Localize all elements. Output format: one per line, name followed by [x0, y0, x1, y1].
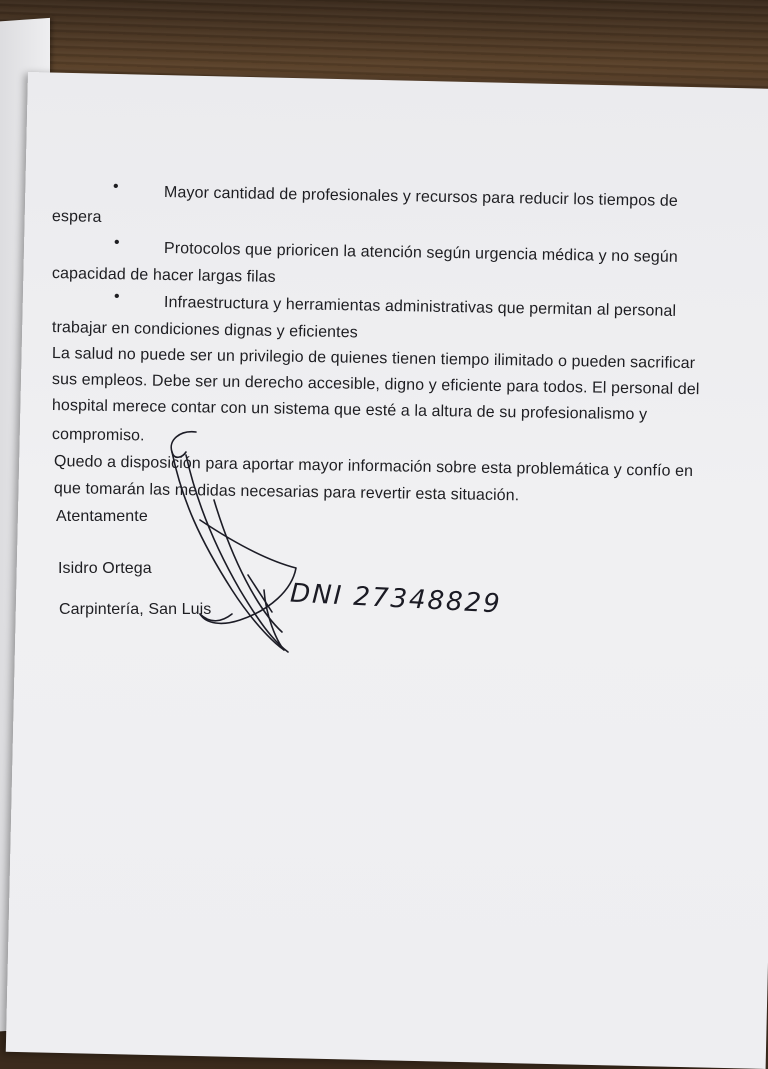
- paragraph-1-line-1: La salud no puede ser un privilegio de quienes tienen tiempo ilimitado o pueden sacrificar: [51, 345, 696, 373]
- bullet-1-line-1: Mayor cantidad de profesionales y recursos para reducir los tiempos de: [163, 184, 679, 210]
- bullet-3-line-1: Infraestructura y herramientas administrativas que permitan al personal: [163, 294, 677, 320]
- bullet-3-line-2: trabajar en condiciones dignas y eficientes: [51, 319, 358, 342]
- paragraph-1-line-4: compromiso.: [51, 426, 145, 445]
- paragraph-1-line-3: hospital merece contar con un sistema que esté a la altura de su profesionalismo y: [51, 397, 648, 424]
- bullet-marker: •: [113, 178, 119, 195]
- bullet-2-line-2: capacidad de hacer largas filas: [51, 265, 276, 286]
- bullet-marker: •: [114, 288, 120, 305]
- bullet-marker: •: [114, 234, 120, 251]
- paragraph-2-line-2: que tomarán las medidas necesarias para revertir esta situación.: [53, 480, 520, 505]
- bullet-2-line-1: Protocolos que prioricen la atención según urgencia médica y no según: [163, 240, 678, 266]
- signer-name: Isidro Ortega: [58, 560, 152, 577]
- handwritten-dni: DNI 27348829: [289, 578, 503, 620]
- signer-location: Carpintería, San Luis: [59, 601, 212, 618]
- paragraph-2-line-1: Quedo a disposición para aportar mayor información sobre esta problemática y confío en: [53, 453, 694, 481]
- closing: Atentamente: [56, 508, 148, 525]
- bullet-1-line-2: espera: [51, 208, 102, 226]
- paragraph-1-line-2: sus empleos. Debe ser un derecho accesible, digno y eficiente para todos. El personal del: [51, 371, 700, 399]
